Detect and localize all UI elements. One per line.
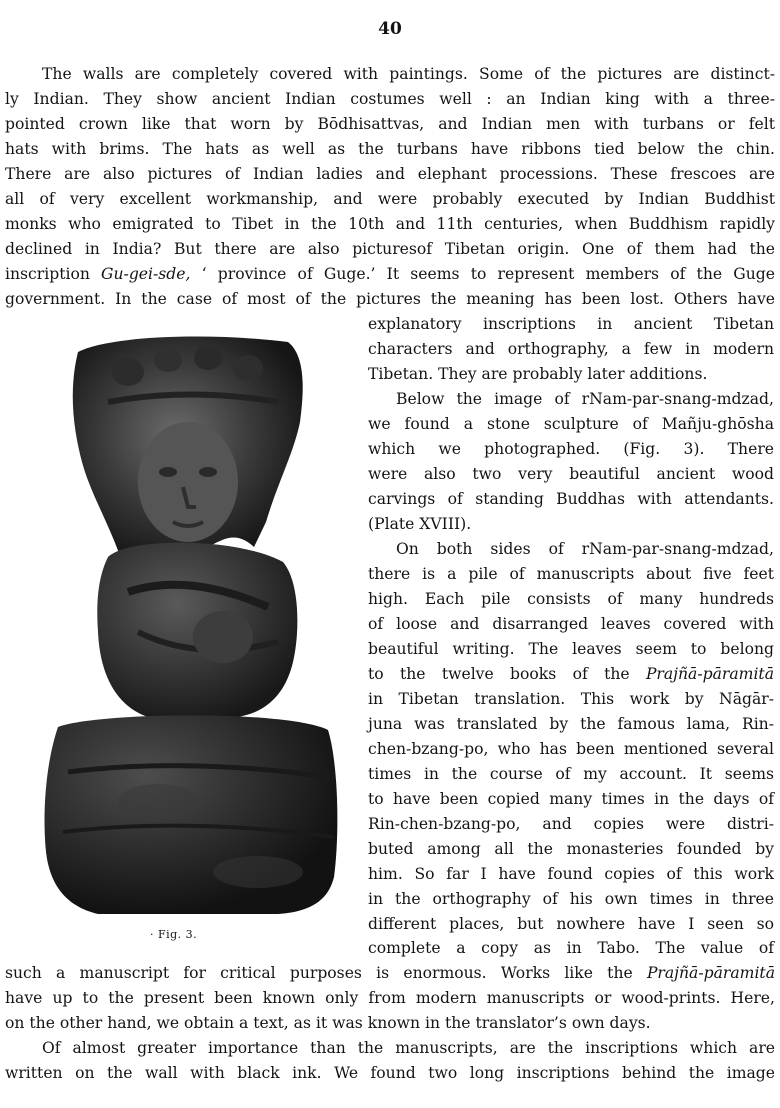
text-line: him. So far I have found copies of this work	[368, 865, 774, 883]
text-line: characters and orthography, a few in modern	[368, 340, 774, 358]
text-line: chen-bzang-po, who has been mentioned several	[368, 740, 774, 758]
text-span: inscription	[5, 265, 102, 283]
text-line: ly Indian. They show ancient Indian costumes well : an Indian king with a three-	[5, 90, 775, 108]
text-span: to the twelve books of the	[368, 665, 646, 683]
text-line: monks who emigrated to Tibet in the 10th and 11th centuries, when Buddhism rapidly	[5, 215, 775, 233]
text-line: Below the image of rNam-par-snang-mdzad,	[396, 390, 774, 408]
text-line: buted among all the monasteries founded by	[368, 840, 774, 858]
text-line: have up to the present been known only from modern manuscripts or wood-prints. Here,	[5, 989, 775, 1007]
text-line: high. Each pile consists of many hundreds	[368, 590, 774, 608]
text-line: in the orthography of his own times in three	[368, 890, 774, 908]
text-line: in Tibetan translation. This work by Nāgār-	[368, 690, 774, 708]
text-line: On both sides of rNam-par-snang-mdzad,	[396, 540, 774, 558]
text-line: on the other hand, we obtain a text, as it was known in the translator’s own days.	[5, 1014, 651, 1032]
text-line: hats with brims. The hats as well as the turbans have ribbons tied below the chin.	[5, 140, 775, 158]
text-line: different places, but nowhere have I seen so	[368, 915, 774, 933]
text-line: times in the course of my account. It seems	[368, 765, 774, 783]
italic-term: Prajñā-pāramitā	[645, 665, 774, 683]
text-line	[368, 662, 774, 686]
text-line: which we photographed. (Fig. 3). There	[368, 440, 774, 458]
text-line: to have been copied many times in the days of	[368, 790, 774, 808]
text-line: pointed crown like that worn by Bōdhisattvas, and Indian men with turbans or felt	[5, 115, 775, 133]
text-line: government. In the case of most of the pictures the meaning has been lost. Others have	[5, 290, 775, 308]
text-line	[5, 262, 775, 286]
text-line: juna was translated by the famous lama, Rin-	[368, 715, 774, 733]
text-line: explanatory inscriptions in ancient Tibetan	[368, 315, 774, 333]
text-line: there is a pile of manuscripts about five feet	[368, 565, 774, 583]
text-span: ‘ province of Guge.’ It seems to represent members of the Guge	[190, 265, 775, 283]
text-line: all of very excellent workmanship, and were probably executed by Indian Buddhist	[5, 190, 775, 208]
italic-term: Gu-gei-sde,	[101, 265, 191, 283]
text-line: There are also pictures of Indian ladies and elephant processions. These frescoes are	[5, 165, 775, 183]
text-line: declined in India? But there are also picturesof Tibetan origin. One of them had the	[5, 240, 775, 258]
text-line: The walls are completely covered with paintings. Some of the pictures are distinct-	[42, 65, 775, 83]
text-line: written on the wall with black ink. We found two long inscriptions behind the image	[5, 1064, 775, 1082]
text-line: of loose and disarranged leaves covered with	[368, 615, 774, 633]
text-line: (Plate XVIII).	[368, 515, 472, 533]
text-line: were also two very beautiful ancient wood	[368, 465, 774, 483]
text-line: we found a stone sculpture of Mañju-ghōsha	[368, 415, 774, 433]
text-line: Tibetan. They are probably later additions.	[368, 365, 708, 383]
text-line: Rin-chen-bzang-po, and copies were distri-	[368, 815, 774, 833]
text-line: Of almost greater importance than the manuscripts, are the inscriptions which are	[42, 1039, 775, 1057]
italic-term: Prajñā-pāramitā	[646, 964, 775, 982]
text-line: complete a copy as in Tabo. The value of	[368, 939, 774, 957]
text-line: carvings of standing Buddhas with attendants.	[368, 490, 774, 508]
figure-caption: · Fig. 3.	[150, 928, 198, 941]
sculpture-photo	[38, 332, 342, 914]
text-line	[5, 961, 775, 985]
text-span: such a manuscript for critical purposes is enormous. Works like the	[5, 964, 647, 982]
page-number: 40	[378, 19, 402, 39]
text-line: beautiful writing. The leaves seem to belong	[368, 640, 774, 658]
